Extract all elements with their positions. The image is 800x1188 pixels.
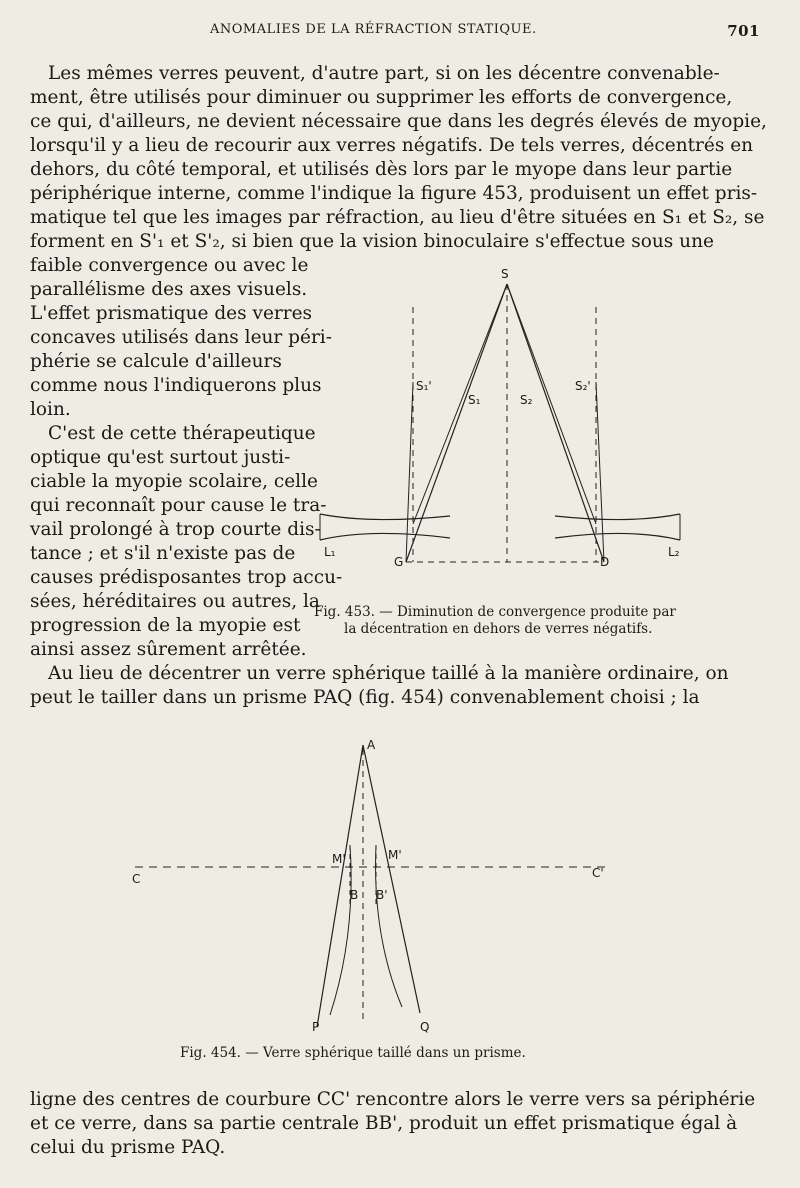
label-a: A: [367, 738, 376, 752]
caption-line: Fig. 453. — Diminution de convergence produite par: [314, 604, 676, 620]
text-line: ce qui, d'ailleurs, ne devient nécessaire que dans les degrés élevés de myopie,: [30, 111, 767, 132]
text-line: peut le tailler dans un prisme PAQ (fig. 454) convenablement choisi ; la: [30, 687, 700, 708]
label-b-prime: B': [376, 888, 388, 902]
text-line: C'est de cette thérapeutique: [48, 423, 316, 444]
text-line: L'effet prismatique des verres: [30, 303, 313, 324]
text-line: ciable la myopie scolaire, celle: [30, 471, 318, 492]
page-number: 701: [727, 22, 760, 40]
figure-454-caption: Fig. 454. — Verre sphérique taillé dans un prisme.: [180, 1045, 526, 1061]
text-line: celui du prisme PAQ.: [30, 1137, 226, 1158]
text-line: parallélisme des axes visuels.: [30, 279, 308, 300]
text-line: et ce verre, dans sa partie centrale BB', produit un effet prismatique égal à: [30, 1113, 738, 1134]
text-line: loin.: [30, 399, 71, 420]
text-line: qui reconnaît pour cause le tra-: [30, 495, 327, 516]
label-m-prime-right: M': [388, 848, 402, 862]
text-line: forment en S'₁ et S'₂, si bien que la vision binoculaire s'effectue sous une: [30, 231, 714, 252]
text-line: optique qu'est surtout justi-: [30, 447, 291, 468]
label-s1: S₁: [468, 393, 481, 407]
label-l2: L₂: [668, 545, 680, 559]
text-line: faible convergence ou avec le: [30, 255, 309, 276]
label-b: B: [350, 888, 359, 902]
text-line: Les mêmes verres peuvent, d'autre part, si on les décentre convenable-: [48, 63, 720, 84]
text-line: progression de la myopie est: [30, 615, 301, 636]
text-line: phérie se calcule d'ailleurs: [30, 351, 282, 372]
running-title: ANOMALIES DE LA RÉFRACTION STATIQUE.: [210, 22, 537, 37]
label-s2: S₂: [520, 393, 533, 407]
figure-454-diagram: [120, 735, 620, 1035]
text-line: lorsqu'il y a lieu de recourir aux verres négatifs. De tels verres, décentrés en: [30, 135, 754, 156]
label-q: Q: [420, 1020, 430, 1034]
label-c-prime: C': [592, 866, 604, 880]
text-line: vail prolongé à trop courte dis-: [30, 519, 321, 540]
label-c: C: [132, 872, 141, 886]
text-line: ainsi assez sûrement arrêtée.: [30, 639, 307, 660]
text-line: concaves utilisés dans leur péri-: [30, 327, 332, 348]
text-line: dehors, du côté temporal, et utilisés dès lors par le myope dans leur partie: [30, 159, 733, 180]
text-line: ligne des centres de courbure CC' rencontre alors le verre vers sa périphérie: [30, 1089, 756, 1110]
caption-line: la décentration en dehors de verres négatifs.: [344, 621, 653, 637]
label-l1: L₁: [324, 545, 336, 559]
label-m-prime-left: M': [332, 852, 346, 866]
label-s2-prime: S₂': [575, 379, 591, 393]
label-g: G: [394, 555, 404, 569]
text-line: périphérique interne, comme l'indique la figure 453, produisent un effet pris-: [30, 183, 758, 204]
text-line: tance ; et s'il n'existe pas de: [30, 543, 296, 564]
figure-453-caption: [314, 604, 704, 638]
label-p: P: [312, 1020, 320, 1034]
text-line: matique tel que les images par réfraction, au lieu d'être situées en S₁ et S₂, se: [30, 207, 765, 228]
text-line: causes prédisposantes trop accu-: [30, 567, 343, 588]
text-line: Au lieu de décentrer un verre sphérique taillé à la manière ordinaire, on: [48, 663, 729, 684]
text-line: comme nous l'indiquerons plus: [30, 375, 322, 396]
label-s1-prime: S₁': [416, 379, 432, 393]
text-line: sées, héréditaires ou autres, la: [30, 591, 320, 612]
label-s: S: [501, 267, 509, 281]
text-line: ment, être utilisés pour diminuer ou supprimer les efforts de convergence,: [30, 87, 733, 108]
label-d: D: [600, 555, 610, 569]
figure-453-diagram: [300, 262, 700, 600]
